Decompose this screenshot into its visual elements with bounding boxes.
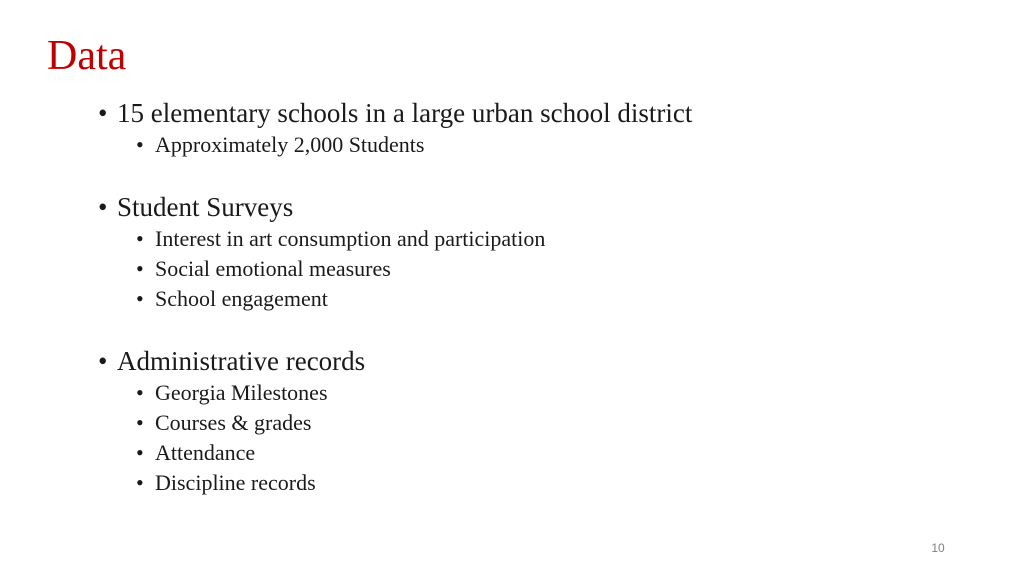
bullet-group: [98, 96, 978, 160]
sub-bullet-list: [98, 224, 978, 314]
page-number: 10: [931, 541, 945, 555]
sub-bullet-text: Approximately 2,000 Students: [155, 132, 425, 157]
sub-bullet-text: Georgia Milestones: [155, 380, 328, 405]
sub-bullet-text: Courses & grades: [155, 410, 312, 435]
sub-bullet-list: [98, 130, 978, 160]
bullet-level2: [136, 284, 978, 314]
bullet-group: [98, 344, 978, 498]
sub-bullet-text: Attendance: [155, 440, 256, 465]
bullet-dot: •: [98, 98, 108, 128]
bullet-level2: [136, 224, 978, 254]
bullet-dot: •: [136, 410, 144, 435]
bullet-level2: [136, 130, 978, 160]
bullet-content: [98, 96, 978, 528]
bullet-level2: [136, 408, 978, 438]
bullet-dot: •: [136, 226, 144, 251]
bullet-text: Administrative records: [117, 346, 366, 376]
bullet-level2: [136, 254, 978, 284]
bullet-dot: •: [98, 346, 108, 376]
bullet-dot: •: [136, 380, 144, 405]
bullet-level1: [98, 190, 978, 224]
bullet-level2: [136, 468, 978, 498]
slide-title: Data: [47, 33, 127, 79]
bullet-dot: •: [136, 256, 144, 281]
bullet-dot: •: [98, 192, 108, 222]
sub-bullet-text: School engagement: [155, 286, 328, 311]
bullet-dot: •: [136, 470, 144, 495]
sub-bullet-text: Interest in art consumption and participation: [155, 226, 546, 251]
sub-bullet-text: Social emotional measures: [155, 256, 391, 281]
bullet-group: [98, 190, 978, 314]
bullet-text: Student Surveys: [117, 192, 294, 222]
bullet-dot: •: [136, 440, 144, 465]
sub-bullet-list: [98, 378, 978, 498]
sub-bullet-text: Discipline records: [155, 470, 316, 495]
bullet-level2: [136, 378, 978, 408]
bullet-text: 15 elementary schools in a large urban school district: [117, 98, 693, 128]
bullet-level2: [136, 438, 978, 468]
bullet-dot: •: [136, 132, 144, 157]
bullet-dot: •: [136, 286, 144, 311]
bullet-level1: [98, 344, 978, 378]
bullet-level1: [98, 96, 978, 130]
